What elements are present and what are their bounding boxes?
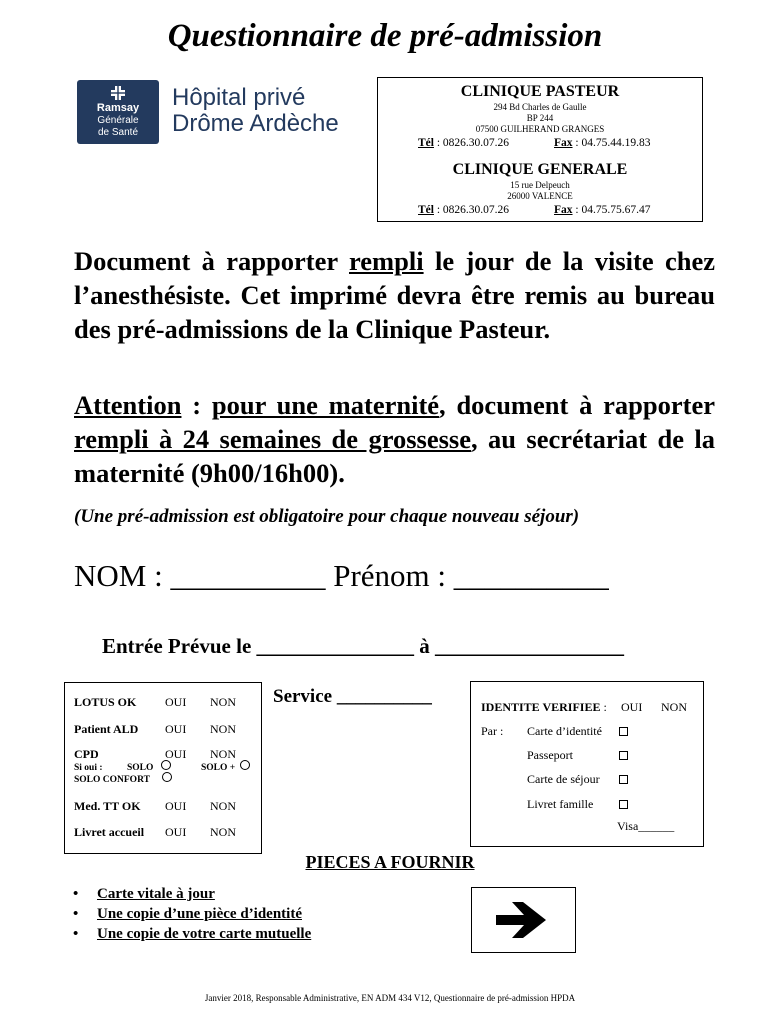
row-oui-livret[interactable]: OUI [165,825,187,839]
p2-attention: Attention [74,390,182,420]
hospital-name-line-2: Drôme Ardèche [172,110,339,137]
identity-check-box [470,681,704,847]
piece-text: Carte vitale à jour [97,886,215,902]
row-non-lotus[interactable]: NON [210,695,236,709]
row-non-cpd[interactable]: NON [210,747,236,761]
id-item-carte-identite: Carte d’identité [527,724,602,738]
clinic-pasteur-address-2: BP 244 [526,113,554,123]
identity-oui[interactable]: OUI [621,700,643,714]
clinic-generale-name: CLINIQUE GENERALE [452,161,628,178]
id-item-carte-sejour: Carte de séjour [527,772,600,786]
instruction-paragraph-2 [74,388,715,490]
clinic-address-box [377,77,703,222]
page-footer: Janvier 2018, Responsable Administrative, EN ADM 434 V12, Questionnaire de pré-admission HPDA [204,993,576,1003]
tel-label: Tél [418,204,434,216]
p2-text-a: : [181,390,212,420]
service-field[interactable]: Service __________ [273,686,432,707]
list-item [73,886,311,906]
tel-label: Tél [418,137,434,149]
solo-plus-label: SOLO + [201,763,236,773]
row-oui-ald[interactable]: OUI [165,722,187,736]
identity-header-label: IDENTITE VERIFIEE [481,700,601,714]
row-non-medtt[interactable]: NON [210,799,236,813]
nom-prenom-field[interactable]: NOM : __________ Prénom : __________ [74,558,609,593]
identity-header [481,700,607,715]
bullet: • [73,906,79,922]
clinic-pasteur-address-3: 07500 GUILHERAND GRANGES [475,124,605,134]
clinic-generale-fax [554,204,650,216]
list-item [73,906,311,926]
bullet: • [73,926,79,942]
tel-value: : 0826.30.07.26 [433,137,510,149]
ramsay-logo [77,80,159,144]
row-oui-cpd[interactable]: OUI [165,747,187,761]
arrow-right-icon [472,888,575,952]
p1-text-a: Document à rapporter [74,246,349,276]
row-label-ald: Patient ALD [74,722,139,736]
fax-label: Fax [554,204,573,216]
checkbox-carte-sejour[interactable] [619,775,628,784]
fax-value: : 04.75.75.67.47 [572,204,651,216]
row-label-livret: Livret accueil [74,825,145,839]
row-label-lotus: LOTUS OK [74,695,137,709]
clinic-pasteur-name: CLINIQUE PASTEUR [460,83,620,100]
p2-text-c: , au secrétariat de la maternité (9h00/16h00). [74,424,715,488]
clinic-generale-address-1: 15 rue Delpeuch [510,180,570,190]
visa-field[interactable]: Visa______ [617,819,675,833]
p1-underline: rempli [349,246,424,276]
id-item-passeport: Passeport [527,748,573,762]
par-label: Par : [481,724,504,738]
bullet: • [73,886,79,902]
solo-confort-radio[interactable] [162,772,172,782]
identity-non[interactable]: NON [661,700,687,714]
preadmission-note: (Une pré-admission est obligatoire pour chaque nouveau séjour) [74,506,580,527]
clinic-generale-tel [418,204,509,216]
logo-brand: Ramsay [96,102,140,114]
identity-sep: : [600,700,607,714]
clinic-pasteur-fax [554,137,650,149]
row-label-medtt: Med. TT OK [74,799,141,813]
logo-sub-2: de Santé [97,127,139,138]
fax-label: Fax [554,137,573,149]
checkbox-passeport[interactable] [619,751,628,760]
row-label-cpd: CPD [74,747,99,761]
p2-text-b: , document à rapporter [439,390,715,420]
tel-value: : 0826.30.07.26 [433,204,510,216]
p1-text-b: le jour de la visite chez l’anesthésiste. Cet imprimé devra être remis au bureau des pré-admissions de la Clinique Pasteur. [74,246,715,344]
list-item [73,926,311,946]
p2-semaines: rempli à 24 semaines de grossesse [74,424,471,454]
piece-text: Une copie de votre carte mutuelle [97,926,312,942]
clinic-generale-address-2: 26000 VALENCE [507,191,573,201]
admin-check-box [64,682,262,854]
row-oui-medtt[interactable]: OUI [165,799,187,813]
solo-radio[interactable] [161,760,171,770]
solo-label: SOLO [127,763,154,773]
page-title: Questionnaire de pré-admission [167,18,603,54]
entree-prevue-field[interactable]: Entrée Prévue le _______________ à __________________ [102,634,625,658]
hospital-name-line-1: Hôpital privé [172,84,306,111]
pieces-list [73,886,311,946]
fax-value: : 04.75.44.19.83 [572,137,651,149]
cross-grid-icon [111,86,125,100]
solo-confort-label: SOLO CONFORT [74,775,150,785]
id-item-livret-famille: Livret famille [527,797,594,811]
next-page-arrow-box [471,887,576,953]
clinic-pasteur-tel [418,137,509,149]
clinic-pasteur-address-1: 294 Bd Charles de Gaulle [493,102,587,112]
p2-maternite: pour une maternité [211,390,440,420]
row-non-livret[interactable]: NON [210,825,236,839]
si-oui-label: Si oui : [74,763,103,773]
row-non-ald[interactable]: NON [210,722,236,736]
checkbox-livret-famille[interactable] [619,800,628,809]
instruction-paragraph-1 [74,244,715,346]
row-oui-lotus[interactable]: OUI [165,695,187,709]
pieces-title: PIECES A FOURNIR [305,852,475,872]
solo-plus-radio[interactable] [240,760,250,770]
logo-sub-1: Générale [97,115,139,126]
piece-text: Une copie d’une pièce d’identité [97,906,302,922]
checkbox-carte-identite[interactable] [619,727,628,736]
